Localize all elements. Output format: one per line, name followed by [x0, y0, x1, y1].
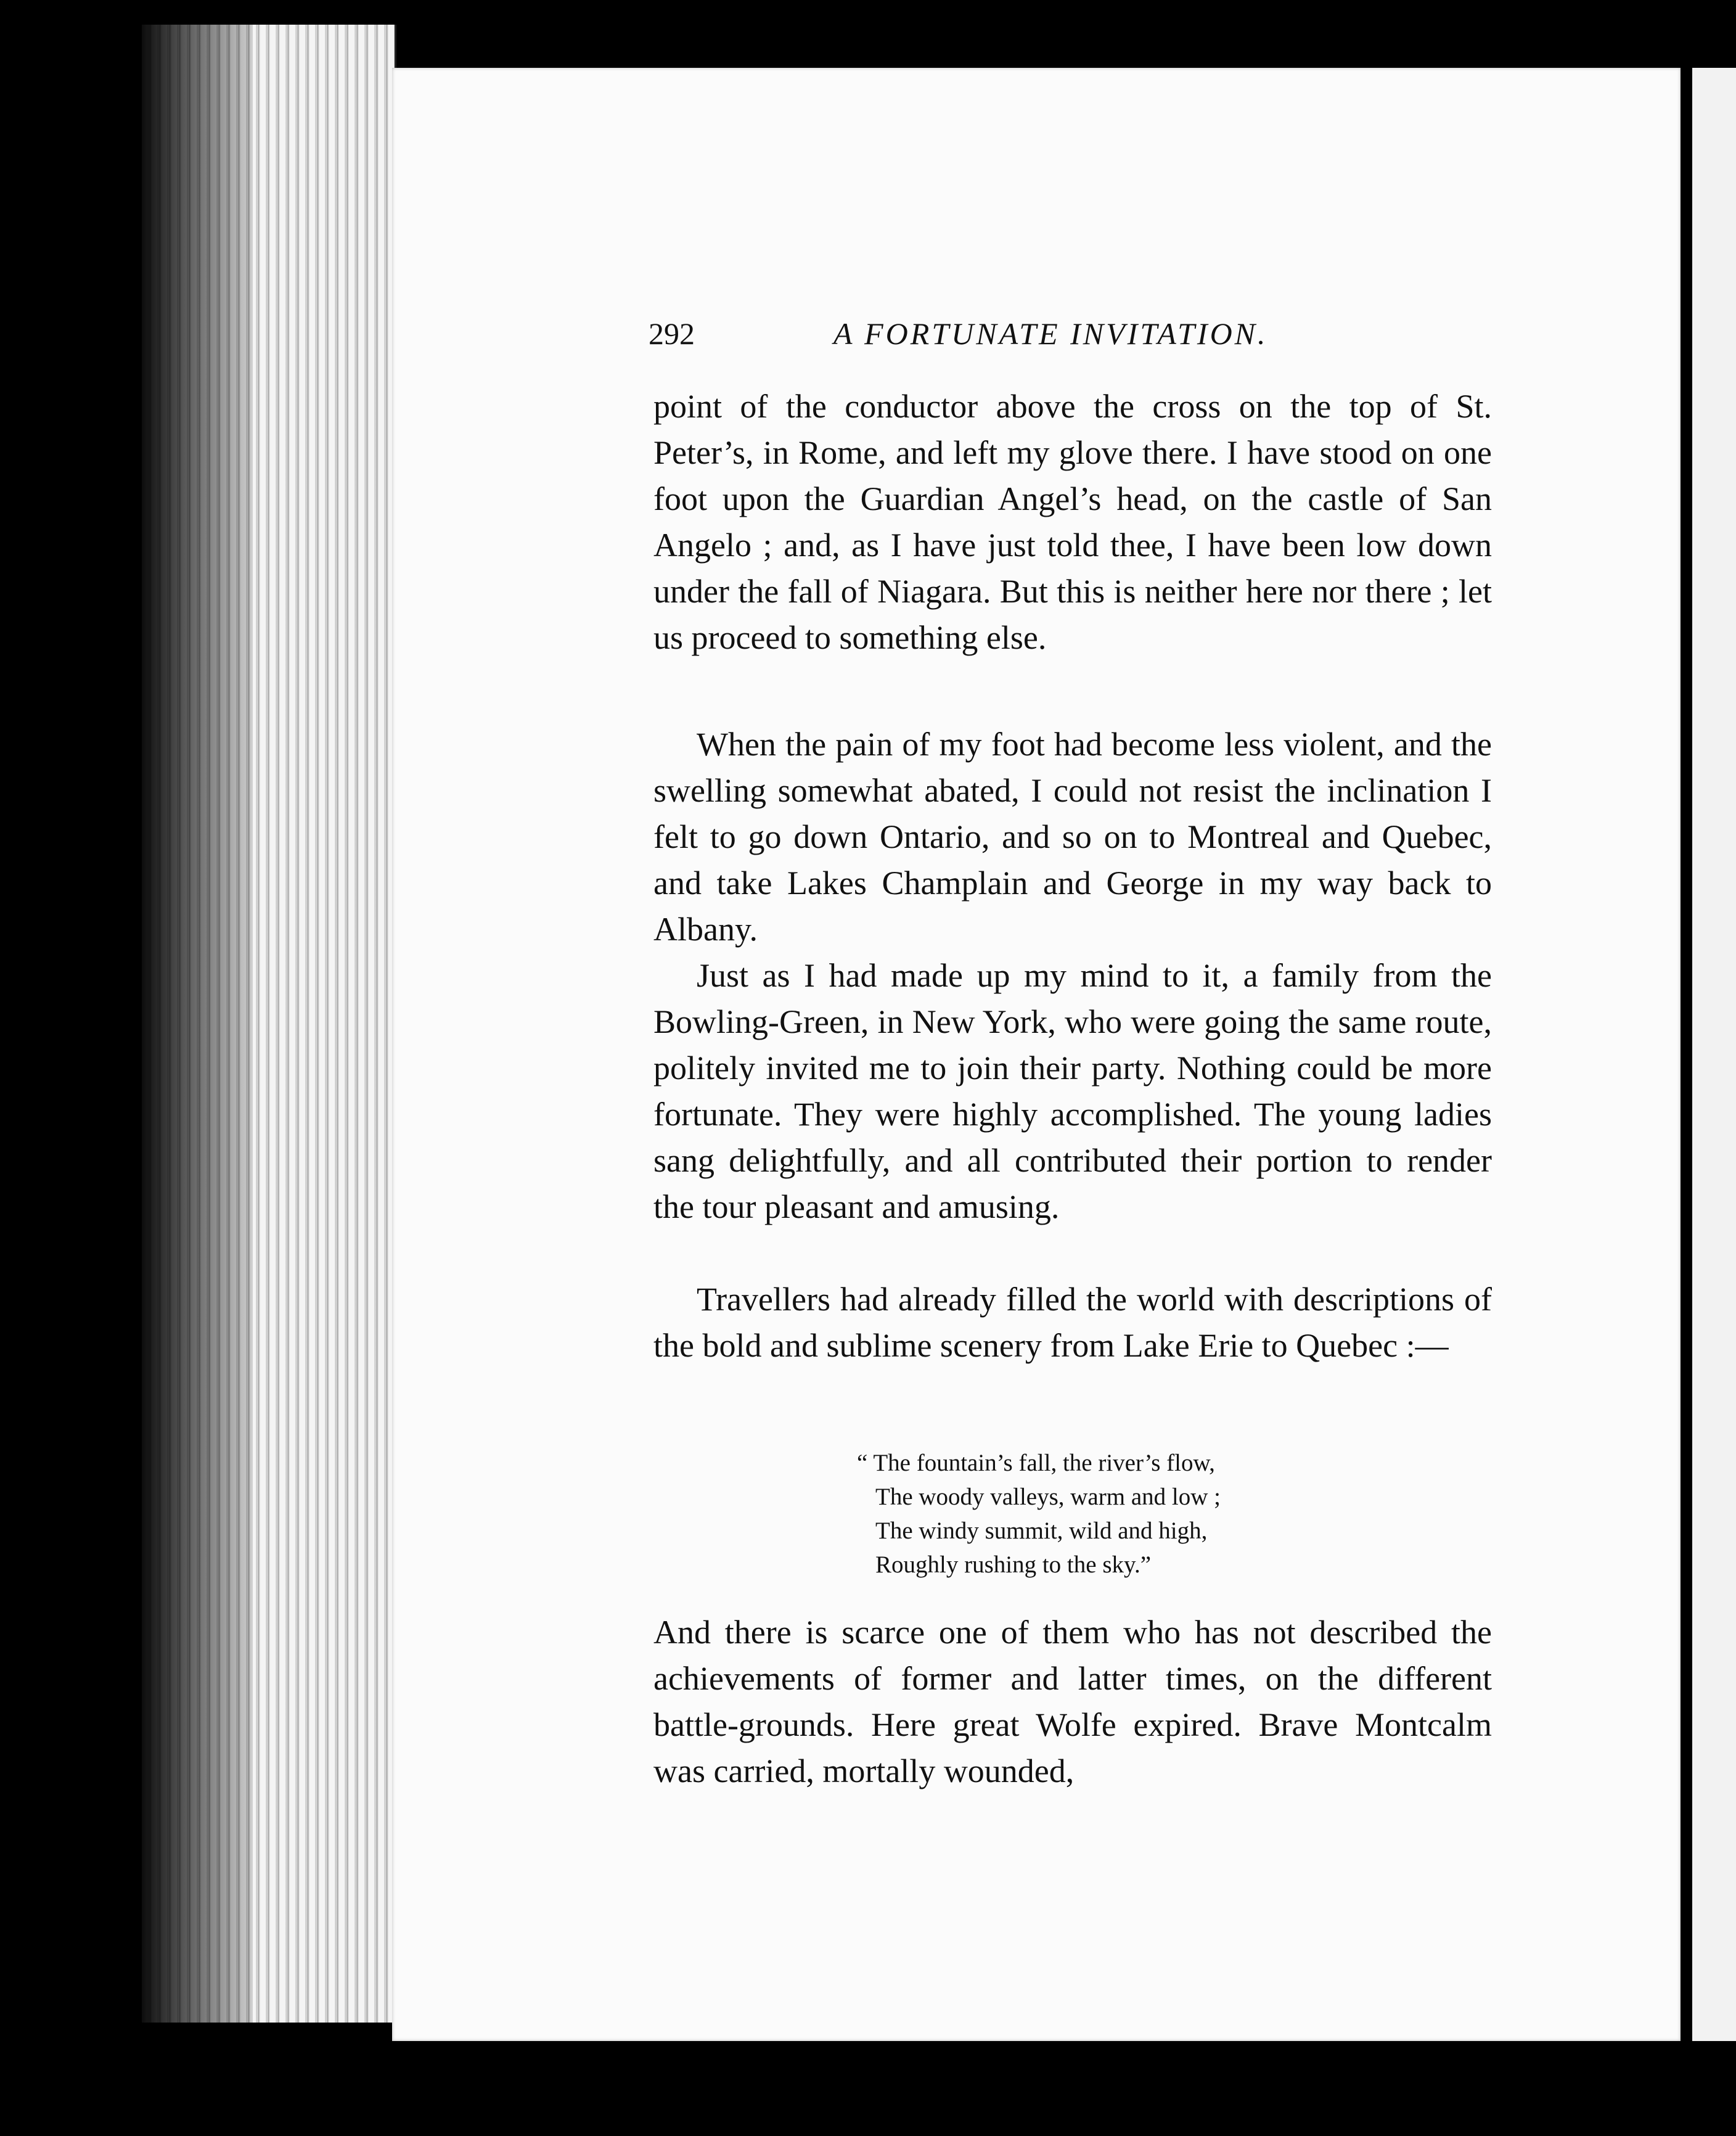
verse-line-4: Roughly rushing to the sky.”: [875, 1551, 1152, 1578]
paragraph-3: Just as I had made up my mind to it, a family from the Bowling-Green, in New York, who were going the same route, politely invited me to join their party. Nothing could be more fortunate. They were highly accomplished. The young ladies sang delightfully, and all contributed their portion to render the tour pleasant and amusing.: [653, 957, 1492, 1225]
verse-line-2: The woody valleys, warm and low ;: [875, 1484, 1221, 1510]
paragraph-2: When the pain of my foot had become less violent, and the swelling somewhat abated, I could not resist the inclination I felt to go down Ontario, and so on to Montreal and Quebec, and take Lakes Champlain and George in my way back to Albany.: [653, 726, 1492, 948]
verse-line-3: The windy summit, wild and high,: [875, 1518, 1208, 1544]
verse-line-1: “ The fountain’s fall, the river’s flow,: [857, 1450, 1215, 1476]
running-title: A FORTUNATE INVITATION.: [833, 316, 1268, 351]
spine-shadow: [142, 25, 253, 2023]
paragraph-4: Travellers had already filled the world with descriptions of the bold and sublime scenery from Lake Erie to Quebec :—: [653, 1281, 1492, 1364]
paragraph-1: point of the conductor above the cross on the top of St. Peter’s, in Rome, and left my glove there. I have stood on one foot upon the Guardian Angel’s head, on the castle of San Angelo ; and, as I have just told thee, I have been low down under the fall of Niagara. But this is neither here nor there ; let us proceed to something else.: [653, 388, 1492, 656]
verse-quotation: [857, 1446, 1362, 1582]
running-head: [649, 308, 1302, 358]
page-number: 292: [649, 316, 695, 351]
facing-page-edge: [1692, 68, 1736, 2041]
closing-paragraph: And there is scarce one of them who has not described the achievements of former and latter times, on the different battle-grounds. Here great Wolfe expired. Brave Montcalm was carried, mortally wounded,: [653, 1614, 1492, 1789]
